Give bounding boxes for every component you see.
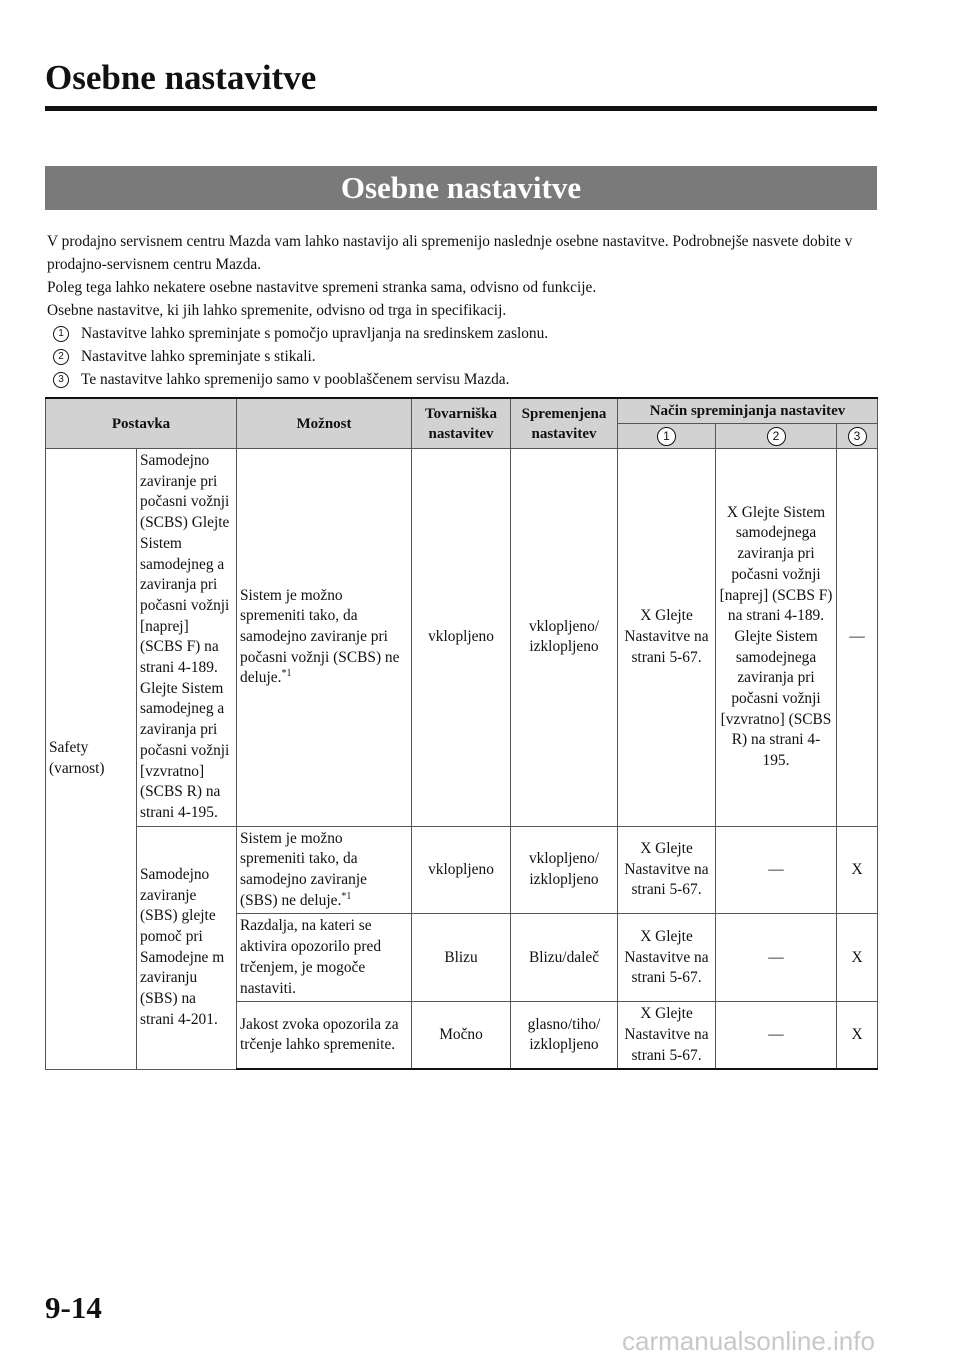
header-spremenjena: Spremenjena nastavitev	[511, 398, 618, 449]
changed-setting-cell: vklopljeno/ izklopljeno	[511, 449, 618, 827]
description-cell	[237, 449, 412, 827]
circled-number-2-icon: 2	[53, 349, 69, 365]
legend-text-1: Nastavitve lahko spreminjate s pomočjo upravljanja na sredinskem zaslonu.	[81, 325, 549, 342]
section-banner: Osebne nastavitve	[45, 166, 877, 210]
category-cell: Safety (varnost)	[46, 449, 137, 1070]
method-2-cell: —	[716, 914, 837, 1002]
description-cell: Razdalja, na kateri se aktivira opozorilo pred trčenjem, je mogoče nastaviti.	[237, 914, 412, 1002]
description-text: Sistem je možno spremeniti tako, da samodejno zaviranje (SBS) ne deluje.	[240, 829, 367, 909]
method-1-cell: X Glejte Nastavitve na strani 5-67.	[618, 826, 716, 914]
header-method-2	[716, 424, 837, 449]
factory-setting-cell: vklopljeno	[412, 449, 511, 827]
method-3-cell: X	[837, 914, 878, 1002]
circled-number-1-icon: 1	[53, 326, 69, 342]
factory-setting-cell: vklopljeno	[412, 826, 511, 914]
circled-number-1-icon: 1	[657, 427, 676, 446]
description-text: Sistem je možno spremeniti tako, da samodejno zaviranje pri počasni vožnji (SCBS) ne deluje.	[240, 586, 400, 687]
description-cell	[237, 826, 412, 914]
legend-item-3	[47, 368, 877, 391]
circled-number-2-icon: 2	[767, 427, 786, 446]
legend-text-2: Nastavitve lahko spreminjate s stikali.	[81, 348, 316, 365]
method-3-cell: X	[837, 826, 878, 914]
header-nacin: Način spreminjanja nastavitev	[618, 398, 878, 424]
table-row	[46, 826, 878, 914]
method-3-cell: —	[837, 449, 878, 827]
factory-setting-cell: Blizu	[412, 914, 511, 1002]
description-cell: Jakost zvoka opozorila za trčenje lahko spremenite.	[237, 1002, 412, 1070]
header-postavka: Postavka	[46, 398, 237, 449]
chapter-rule	[45, 106, 877, 111]
footnote-marker: *1	[281, 668, 292, 680]
legend-item-2	[47, 345, 877, 368]
method-1-cell: X Glejte Nastavitve na strani 5-67.	[618, 449, 716, 827]
intro-paragraph-1: V prodajno servisnem centru Mazda vam lahko nastavijo ali spremenijo naslednje osebne nastavitve. Podrobnejše nasvete dobite v prodajno-servisnem centru Mazda.	[47, 233, 853, 273]
intro-paragraph-3: Osebne nastavitve, ki jih lahko spremenite, odvisno od trga in specifikacij.	[47, 302, 507, 319]
method-1-cell: X Glejte Nastavitve na strani 5-67.	[618, 1002, 716, 1070]
intro-paragraph-2: Poleg tega lahko nekatere osebne nastavitve spremeni stranka sama, odvisno od funkcije.	[47, 279, 597, 296]
table-row	[46, 449, 878, 827]
legend-text-3: Te nastavitve lahko spremenijo samo v pooblaščenem servisu Mazda.	[81, 371, 510, 388]
header-moznost: Možnost	[237, 398, 412, 449]
footnote-marker: *1	[341, 890, 352, 902]
option-cell: Samodejno zaviranje (SBS) glejte pomoč pri Samodejne m zaviranju (SBS) na strani 4-201.	[137, 826, 237, 1069]
circled-number-3-icon: 3	[53, 372, 69, 388]
factory-setting-cell: Močno	[412, 1002, 511, 1070]
changed-setting-cell: Blizu/daleč	[511, 914, 618, 1002]
page-number: 9-14	[45, 1290, 102, 1325]
method-2-cell: —	[716, 1002, 837, 1070]
method-3-cell: X	[837, 1002, 878, 1070]
method-2-cell: X Glejte Sistem samodejnega zaviranja pri počasni vožnji [naprej] (SCBS F) na strani 4-189. Glejte Sistem samodejnega zaviranja pri počasni vožnji [vzvratno] (SCBS R) na strani 4-195.	[716, 449, 837, 827]
chapter-title: Osebne nastavitve	[45, 58, 317, 97]
changed-setting-cell: vklopljeno/ izklopljeno	[511, 826, 618, 914]
header-method-3	[837, 424, 878, 449]
changed-setting-cell: glasno/tiho/ izklopljeno	[511, 1002, 618, 1070]
method-1-cell: X Glejte Nastavitve na strani 5-67.	[618, 914, 716, 1002]
option-cell: Samodejno zaviranje pri počasni vožnji (SCBS) Glejte Sistem samodejneg a zaviranja pri počasni vožnji [naprej] (SCBS F) na strani 4-189. Glejte Sistem samodejneg a zaviranja pri počasni vožnji [vzvratno] (SCBS R) na strani 4-195.	[137, 449, 237, 827]
header-method-1	[618, 424, 716, 449]
watermark: carmanualsonline.info	[622, 1326, 875, 1356]
settings-table	[45, 397, 878, 1070]
header-tovarniska: Tovarniška nastavitev	[412, 398, 511, 449]
intro-text	[47, 230, 877, 391]
circled-number-3-icon: 3	[848, 427, 867, 446]
legend-item-1	[47, 322, 877, 345]
method-2-cell: —	[716, 826, 837, 914]
